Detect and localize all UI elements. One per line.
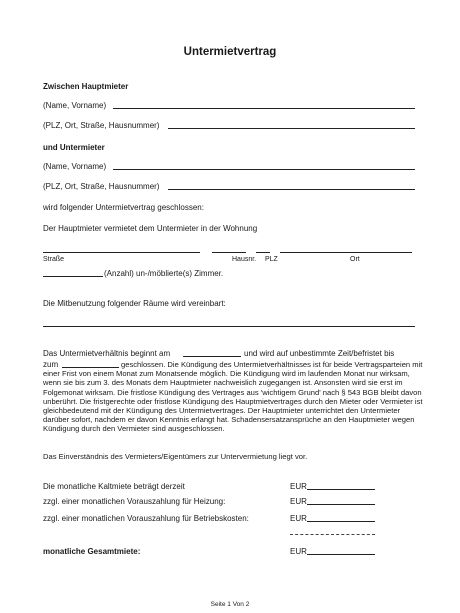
consent-text: Das Einverständnis des Vermieters/Eigentümers zur Untervermietung liegt vor. [43,452,308,461]
heating-currency: EUR [290,497,307,506]
term-line1-a: Das Untermietverhältnis beginnt am [43,349,171,358]
zip-field[interactable] [256,252,270,253]
main-tenant-heading: Zwischen Hauptmieter [43,82,129,91]
concluded-text: wird folgender Untermietvertrag geschlossen: [43,203,204,212]
term-line1-b: und wird auf unbestimmte Zeit/befristet bis [244,349,395,358]
operating-costs-field[interactable] [307,521,375,522]
rents-out-text: Der Hauptmieter vermietet dem Untermieter in der Wohnung [43,224,258,233]
cold-rent-field[interactable] [307,489,375,490]
sum-divider [290,534,375,535]
cold-rent-currency: EUR [290,482,307,491]
main-tenant-address-label: (PLZ, Ort, Straße, Hausnummer) [43,121,160,130]
page-title: Untermietvertrag [183,46,277,58]
total-rent-field[interactable] [307,554,375,555]
shared-use-text: Die Mitbenutzung folgender Räume wird vereinbart: [43,299,226,308]
city-label: Ort [350,256,360,263]
street-field[interactable] [43,252,200,253]
rooms-count-field[interactable] [43,276,103,277]
heating-label: zzgl. einer monatlichen Vorauszahlung für Heizung: [43,497,226,506]
main-tenant-name-label: (Name, Vorname) [43,101,107,110]
cold-rent-label: Die monatliche Kaltmiete beträgt derzeit [43,482,185,491]
subtenant-heading: und Untermieter [43,143,105,152]
term-paragraph-body: geschlossen. Die Kündigung des Untermietverhältnisses ist für beide Vertragsparteien mit einer Frist von einem Monat zum Monatsende möglich. Die Kündigung wird im laufenden Monat nur wirksam, wenn sie bis zum 3. des Monats dem Hauptmieter nachweislich zugegangen ist. Ansonsten wird sie erst im Folgemonat wirksam. Die fristlose Kündigung des Vertrages aus 'wichtigem Grund' nach § 543 BGB bleibt davon unberührt. Die fristgerechte oder fristlose Kündigung des Hauptmietvertrages durch den Mieter oder Vermieter ist gleichbedeutend mit der Kündigung des Untermietvertrages. Der Hauptmieter unterrichtet den Untermieter darüber sofort, nachdem er davon Kenntnis erlangt hat. Schadensersatzansprüche an den Hauptmieter wegen Kündigung durch den Vermieter sind ausgeschlossen. [43,360,423,434]
house-number-label: Hausnr. [232,256,257,263]
main-tenant-name-field[interactable] [113,108,415,109]
start-date-field[interactable] [183,356,241,357]
zip-label: PLZ [265,256,278,263]
heating-field[interactable] [307,504,375,505]
subtenant-name-field[interactable] [113,169,415,170]
total-rent-currency: EUR [290,547,307,556]
house-number-field[interactable] [212,252,246,253]
main-tenant-address-field[interactable] [168,128,415,129]
subtenant-name-label: (Name, Vorname) [43,162,107,171]
operating-costs-currency: EUR [290,514,307,523]
shared-use-field[interactable] [43,326,415,327]
operating-costs-label: zzgl. einer monatlichen Vorauszahlung für Betriebskosten: [43,514,249,523]
total-rent-label: monatliche Gesamtmiete: [43,547,141,556]
page-footer: Seite 1 Von 2 [210,601,250,608]
subtenant-address-field[interactable] [168,189,415,190]
term-line2-zum: zum [43,360,59,369]
subtenant-address-label: (PLZ, Ort, Straße, Hausnummer) [43,182,160,191]
rooms-text: (Anzahl) un-/möblierte(s) Zimmer. [104,269,224,278]
city-field[interactable] [280,252,412,253]
street-label: Straße [43,256,65,263]
